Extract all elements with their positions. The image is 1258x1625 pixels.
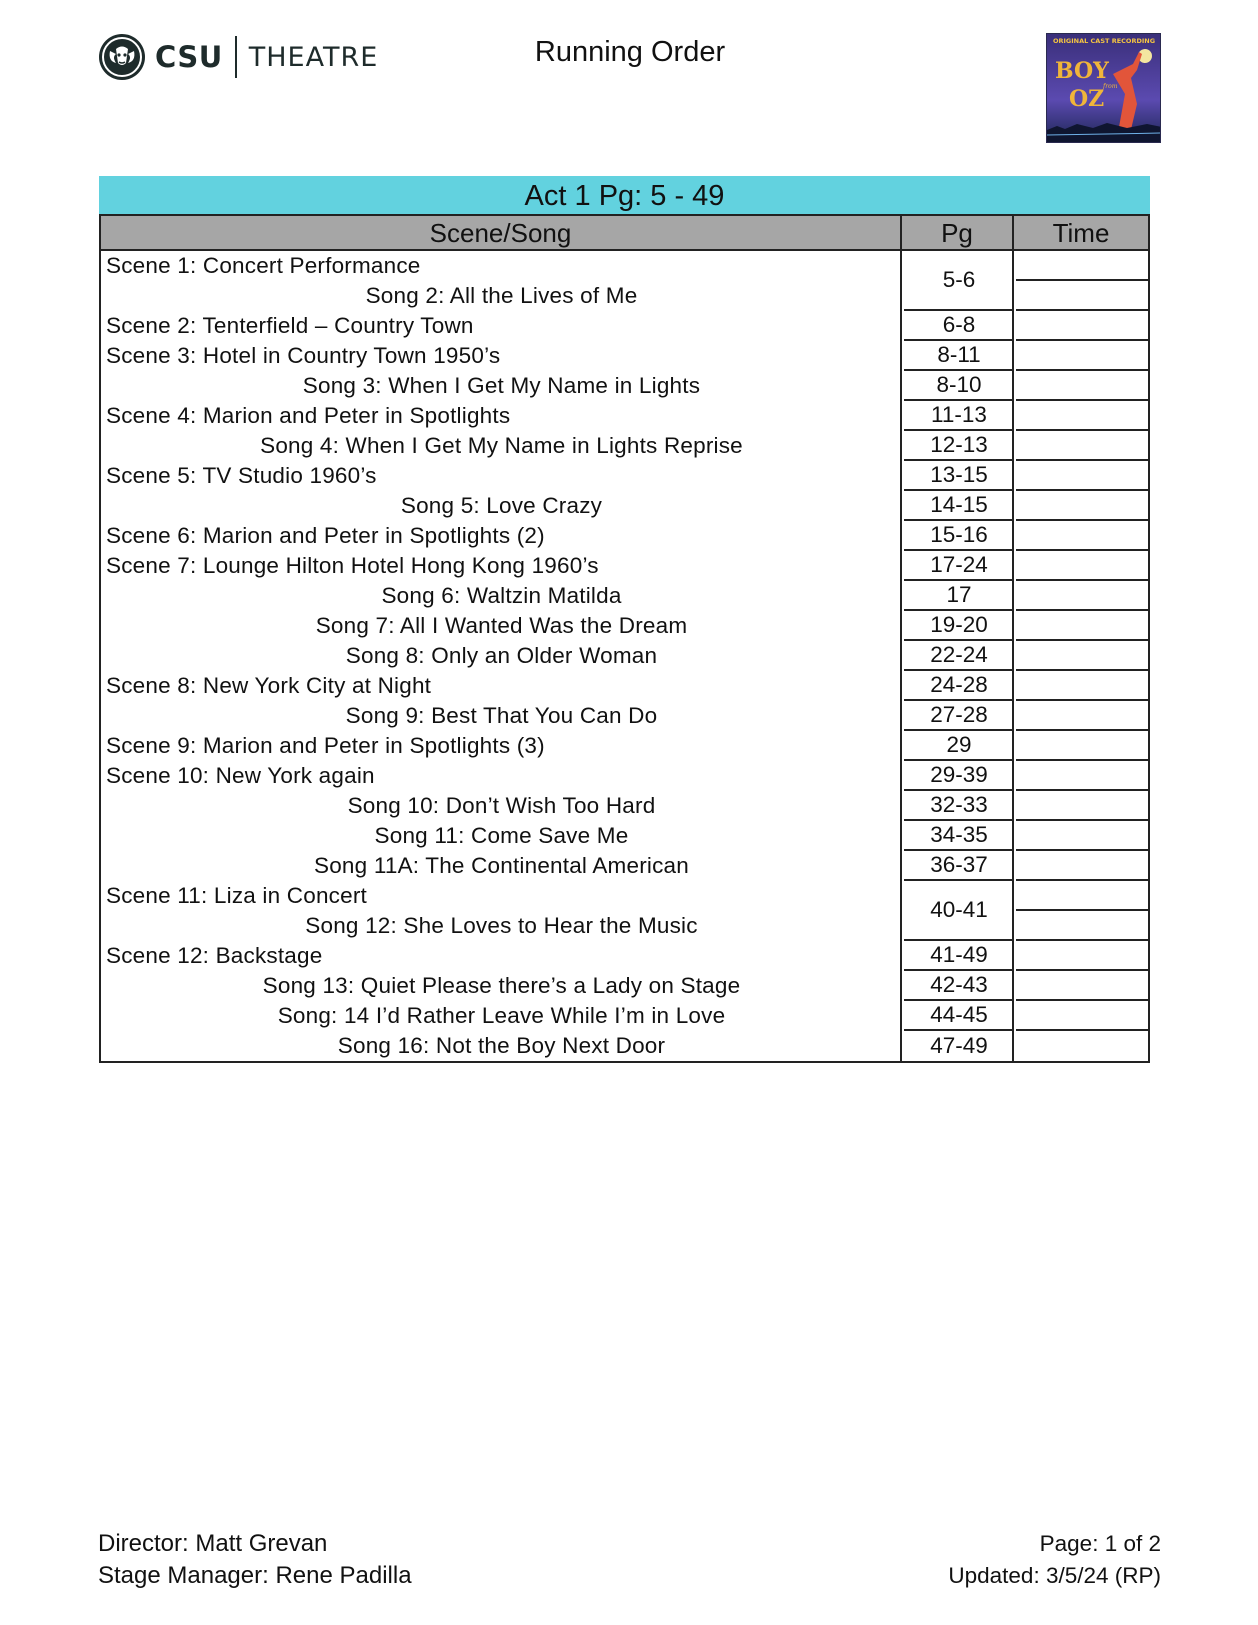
song-title: Song 8: Only an Older Woman bbox=[345, 643, 658, 668]
table-body bbox=[99, 251, 1150, 1061]
pg-cell: 36-37 bbox=[904, 851, 1014, 881]
song-title: Song 11: Come Save Me bbox=[374, 823, 629, 848]
act-heading: Act 1 Pg: 5 - 49 bbox=[99, 176, 1150, 214]
updated-date: Updated: 3/5/24 (RP) bbox=[948, 1563, 1161, 1588]
column-header-pg: Pg bbox=[902, 216, 1014, 249]
time-cell[interactable] bbox=[1016, 761, 1148, 791]
time-cell[interactable] bbox=[1016, 881, 1148, 911]
song-title: Song: 14 I’d Rather Leave While I’m in Love bbox=[277, 1003, 726, 1028]
scene-title: Scene 8: New York City at Night bbox=[106, 673, 432, 698]
svg-text:BOY: BOY bbox=[1055, 58, 1109, 84]
column-header-scene-song: Scene/Song bbox=[101, 216, 902, 249]
time-cell[interactable] bbox=[1016, 581, 1148, 611]
pg-cell: 13-15 bbox=[904, 461, 1014, 491]
time-cell[interactable] bbox=[1016, 491, 1148, 521]
song-title: Song 16: Not the Boy Next Door bbox=[337, 1033, 666, 1058]
time-cell[interactable] bbox=[1016, 431, 1148, 461]
footer-credits bbox=[98, 1528, 412, 1592]
scene-title: Scene 6: Marion and Peter in Spotlights (2) bbox=[106, 523, 545, 548]
time-cell[interactable] bbox=[1016, 671, 1148, 701]
scene-title: Scene 9: Marion and Peter in Spotlights (3) bbox=[106, 733, 545, 758]
pg-cell: 17-24 bbox=[904, 551, 1014, 581]
song-title: Song 10: Don’t Wish Too Hard bbox=[347, 793, 656, 818]
scene-title: Scene 4: Marion and Peter in Spotlights bbox=[106, 403, 511, 428]
song-title: Song 2: All the Lives of Me bbox=[365, 283, 638, 308]
svg-text:from: from bbox=[1103, 83, 1118, 90]
page-number: Page: 1 of 2 bbox=[1039, 1531, 1161, 1556]
pg-cell: 6-8 bbox=[904, 311, 1014, 341]
boy-from-oz-poster-image bbox=[1046, 33, 1161, 143]
song-title: Song 3: When I Get My Name in Lights bbox=[302, 373, 701, 398]
time-cell[interactable] bbox=[1016, 851, 1148, 881]
pg-cell: 14-15 bbox=[904, 491, 1014, 521]
pg-cell: 8-10 bbox=[904, 371, 1014, 401]
scene-title: Scene 10: New York again bbox=[106, 763, 375, 788]
pg-cell: 34-35 bbox=[904, 821, 1014, 851]
time-cell[interactable] bbox=[1016, 821, 1148, 851]
time-cell[interactable] bbox=[1016, 641, 1148, 671]
time-cell[interactable] bbox=[1016, 701, 1148, 731]
director-credit: Director: Matt Grevan bbox=[98, 1530, 328, 1557]
time-cell[interactable] bbox=[1016, 251, 1148, 281]
table-header-row bbox=[99, 214, 1150, 251]
time-cell[interactable] bbox=[1016, 281, 1148, 311]
time-cell[interactable] bbox=[1016, 911, 1148, 941]
logo-theatre-text: THEATRE bbox=[248, 41, 379, 73]
time-cell[interactable] bbox=[1016, 521, 1148, 551]
time-cell[interactable] bbox=[1016, 731, 1148, 761]
footer-page-info bbox=[948, 1528, 1161, 1592]
scene-title: Scene 1: Concert Performance bbox=[106, 253, 421, 278]
running-order-grid bbox=[99, 214, 1150, 1063]
pg-cell: 40-41 bbox=[904, 881, 1014, 941]
logo-csu-text: CSU bbox=[155, 40, 223, 74]
scene-title: Scene 3: Hotel in Country Town 1950’s bbox=[106, 343, 501, 368]
column-header-time: Time bbox=[1052, 218, 1110, 248]
pg-cell: 29 bbox=[904, 731, 1014, 761]
pg-cell: 22-24 bbox=[904, 641, 1014, 671]
pg-cell: 47-49 bbox=[930, 1033, 988, 1058]
ram-logo-icon bbox=[98, 33, 146, 81]
song-title: Song 12: She Loves to Hear the Music bbox=[305, 913, 698, 938]
scene-title: Scene 11: Liza in Concert bbox=[106, 883, 367, 908]
song-title: Song 5: Love Crazy bbox=[400, 493, 603, 518]
song-title: Song 13: Quiet Please there’s a Lady on Stage bbox=[262, 973, 741, 998]
pg-cell: 41-49 bbox=[904, 941, 1014, 971]
pg-cell: 8-11 bbox=[904, 341, 1014, 371]
time-cell[interactable] bbox=[1016, 401, 1148, 431]
svg-text:OZ: OZ bbox=[1069, 86, 1105, 112]
pg-cell: 42-43 bbox=[904, 971, 1014, 1001]
time-cell[interactable] bbox=[1016, 551, 1148, 581]
time-cell[interactable] bbox=[1016, 461, 1148, 491]
time-cell[interactable] bbox=[1016, 941, 1148, 971]
song-title: Song 4: When I Get My Name in Lights Reprise bbox=[260, 433, 743, 458]
running-order-table bbox=[99, 176, 1150, 1063]
pg-cell: 27-28 bbox=[904, 701, 1014, 731]
stage-manager-credit: Stage Manager: Rene Padilla bbox=[98, 1562, 412, 1589]
csu-theatre-logo bbox=[98, 33, 378, 81]
logo-divider bbox=[235, 36, 237, 78]
poster-topline: ORIGINAL CAST RECORDING bbox=[1052, 37, 1156, 45]
time-cell[interactable] bbox=[1016, 341, 1148, 371]
pg-cell: 11-13 bbox=[904, 401, 1014, 431]
scene-title: Scene 12: Backstage bbox=[106, 943, 323, 968]
page-title: Running Order bbox=[534, 36, 726, 68]
time-cell[interactable] bbox=[1016, 971, 1148, 1001]
song-title: Song 11A: The Continental American bbox=[314, 853, 689, 878]
pg-cell: 17 bbox=[904, 581, 1014, 611]
scene-title: Scene 2: Tenterfield – Country Town bbox=[106, 313, 474, 338]
song-title: Song 6: Waltzin Matilda bbox=[381, 583, 622, 608]
pg-cell: 5-6 bbox=[904, 251, 1014, 311]
pg-cell: 29-39 bbox=[904, 761, 1014, 791]
time-cell[interactable] bbox=[1016, 1031, 1148, 1061]
time-cell[interactable] bbox=[1016, 791, 1148, 821]
scene-title: Scene 7: Lounge Hilton Hotel Hong Kong 1960’s bbox=[106, 553, 599, 578]
time-cell[interactable] bbox=[1016, 311, 1148, 341]
pg-cell: 24-28 bbox=[904, 671, 1014, 701]
pg-cell: 12-13 bbox=[904, 431, 1014, 461]
time-cell[interactable] bbox=[1016, 611, 1148, 641]
pg-cell: 44-45 bbox=[904, 1001, 1014, 1031]
time-cell[interactable] bbox=[1016, 1001, 1148, 1031]
pg-cell: 19-20 bbox=[904, 611, 1014, 641]
pg-cell: 15-16 bbox=[904, 521, 1014, 551]
scene-title: Scene 5: TV Studio 1960’s bbox=[106, 463, 377, 488]
column-divider bbox=[900, 251, 902, 1061]
pg-cell: 32-33 bbox=[904, 791, 1014, 821]
song-title: Song 7: All I Wanted Was the Dream bbox=[315, 613, 688, 638]
song-title: Song 9: Best That You Can Do bbox=[345, 703, 658, 728]
time-cell[interactable] bbox=[1016, 371, 1148, 401]
